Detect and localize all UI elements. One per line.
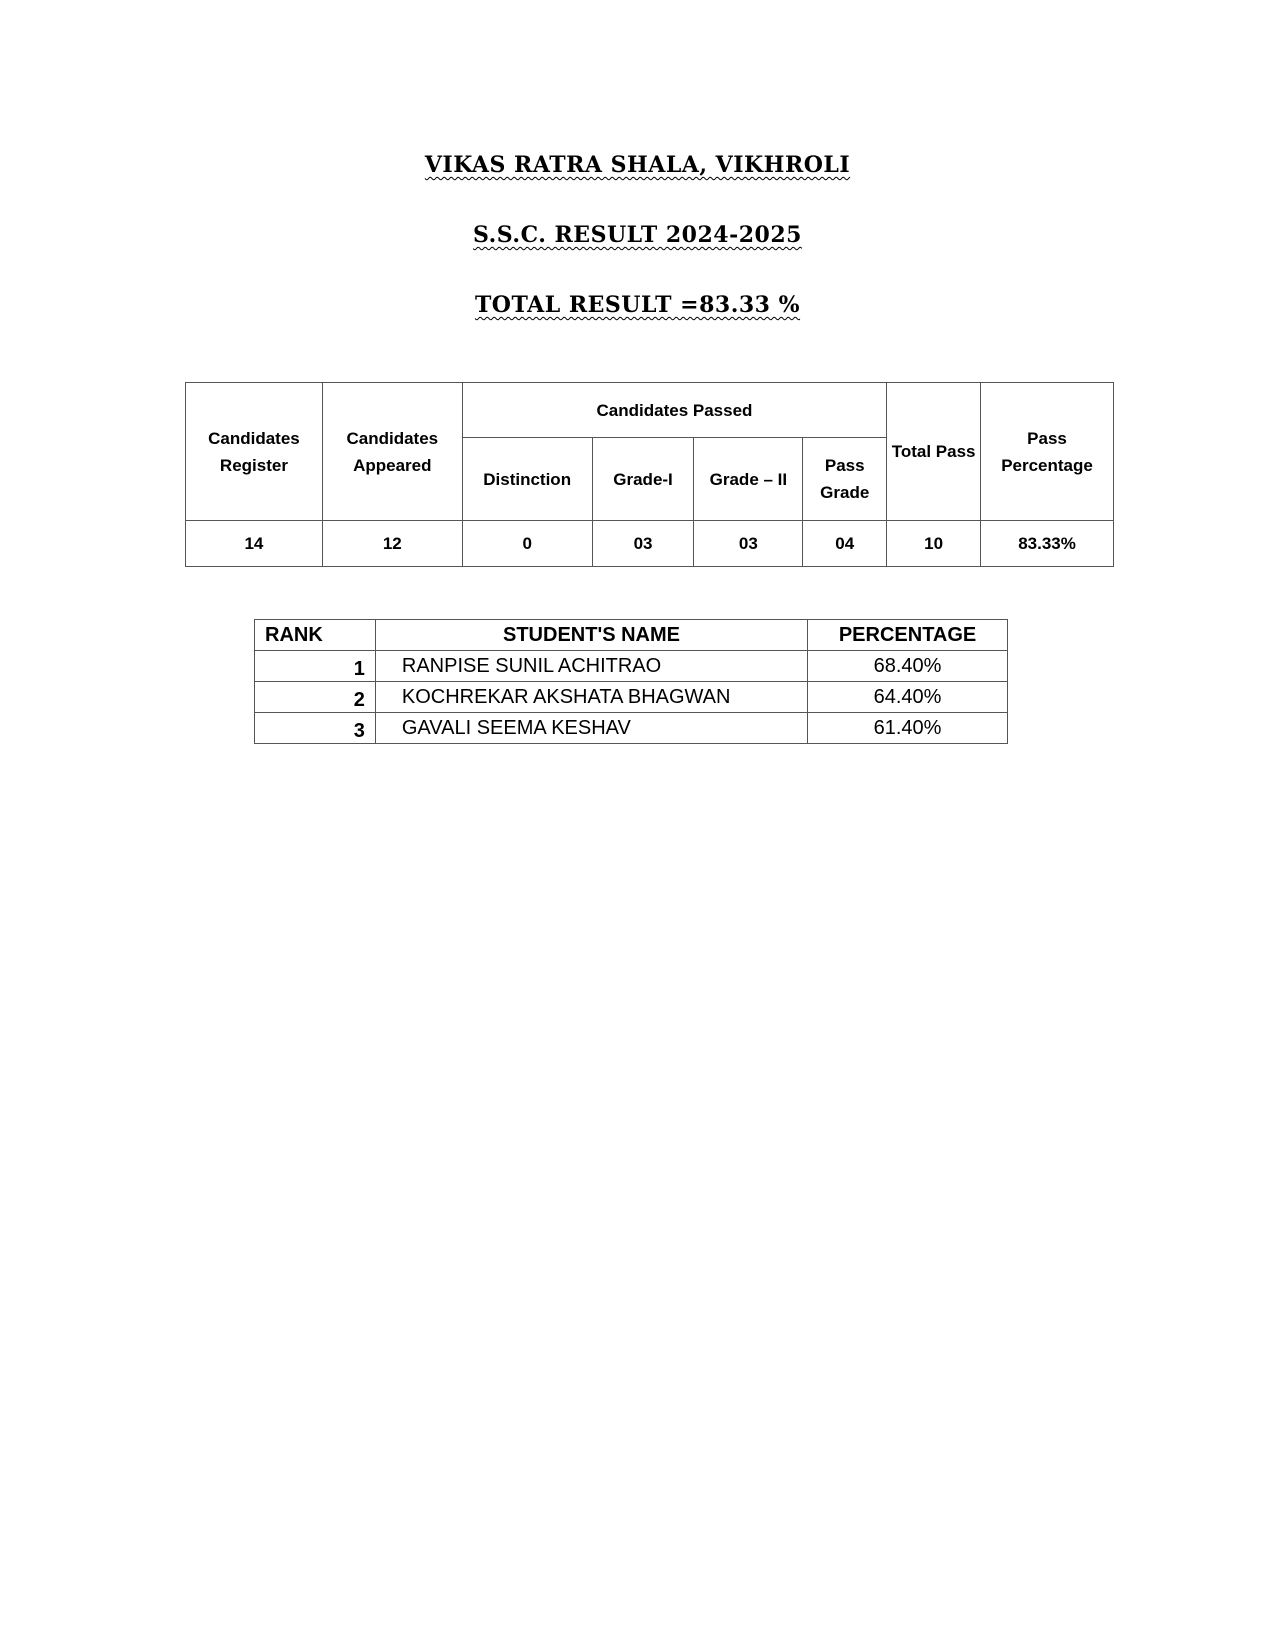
value-candidates-appeared: 12 — [322, 521, 462, 567]
summary-values-row — [186, 521, 1114, 567]
percentage-cell: 64.40% — [808, 682, 1008, 713]
value-pass-grade: 04 — [803, 521, 887, 567]
student-name-cell: RANPISE SUNIL ACHITRAO — [375, 651, 807, 682]
rank-cell: 3 — [255, 713, 376, 744]
header-pass-percentage: Pass Percentage — [981, 383, 1114, 521]
school-title: VIKAS RATRA SHALA, VIKHROLI — [424, 152, 851, 178]
header-candidates-appeared: Candidates Appeared — [322, 383, 462, 521]
header-grade-1: Grade-I — [592, 438, 694, 521]
header-candidates-register: Candidates Register — [186, 383, 323, 521]
value-pass-percentage: 83.33% — [981, 521, 1114, 567]
student-name-cell: GAVALI SEEMA KESHAV — [375, 713, 807, 744]
header-student-name: STUDENT'S NAME — [375, 620, 807, 651]
header-rank: RANK — [255, 620, 376, 651]
value-distinction: 0 — [462, 521, 592, 567]
rank-cell: 2 — [255, 682, 376, 713]
total-result-title: TOTAL RESULT =83.33 % — [474, 292, 801, 318]
rank-table — [254, 619, 1008, 744]
exam-title: S.S.C. RESULT 2024-2025 — [473, 222, 802, 248]
header-pass-grade: Pass Grade — [803, 438, 887, 521]
value-grade-1: 03 — [592, 521, 694, 567]
rank-header-row — [255, 620, 1008, 651]
value-grade-2: 03 — [694, 521, 803, 567]
value-candidates-register: 14 — [186, 521, 323, 567]
header-candidates-passed: Candidates Passed — [462, 383, 886, 438]
header-percentage: PERCENTAGE — [808, 620, 1008, 651]
percentage-cell: 61.40% — [808, 713, 1008, 744]
table-row — [255, 651, 1008, 682]
percentage-cell: 68.40% — [808, 651, 1008, 682]
value-total-pass: 10 — [887, 521, 981, 567]
header-total-pass: Total Pass — [887, 383, 981, 521]
table-row — [255, 682, 1008, 713]
rank-cell: 1 — [255, 651, 376, 682]
result-summary-table — [185, 382, 1114, 567]
header-grade-2: Grade – II — [694, 438, 803, 521]
student-name-cell: KOCHREKAR AKSHATA BHAGWAN — [375, 682, 807, 713]
table-row — [255, 713, 1008, 744]
header-distinction: Distinction — [462, 438, 592, 521]
